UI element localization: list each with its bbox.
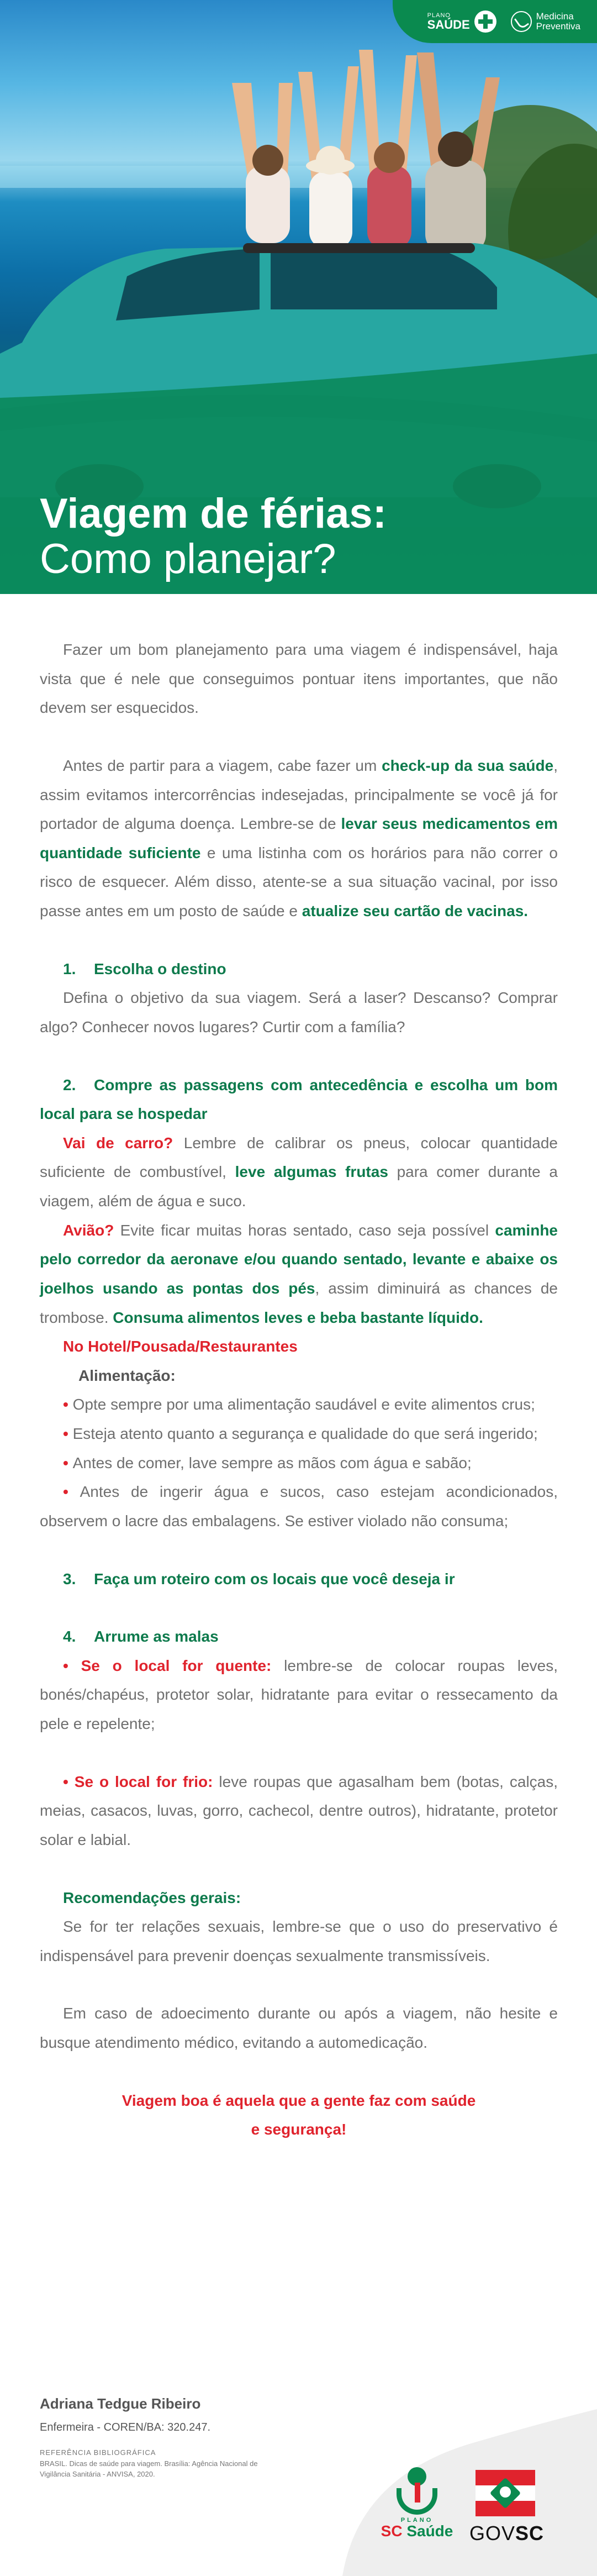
intro-paragraph-2: Antes de partir para a viagem, cabe fazer um check-up da sua saúde, assim evitamos intercorrências indesejadas, principalmente se você já for portador de alguma doença. Lembre-se de levar seus medicamentos em quantidade suficiente e uma listinha com os horários para não correr o risco de esquecer. Além disso, atente-se a sua situação vacinal, por isso passe antes em um posto de saúde e atualize seu cartão de vacinas. bbox=[40, 756, 558, 919]
title-line-1: Viagem de férias: bbox=[40, 490, 387, 537]
slogan-line-1: Viagem boa é aquela que a gente faz com saúde bbox=[121, 2091, 476, 2109]
food-bullet-4: • Antes de ingerir água e sucos, caso estejam acondicionados, observem o lacre das embalagens. Se estiver violado não consuma; bbox=[40, 1483, 558, 1529]
slogan-line-2: e segurança! bbox=[251, 2121, 347, 2138]
plane-paragraph: Avião? Evite ficar muitas horas sentado, caso seja possível caminhe pelo corredor da aeronave e/ou quando sentado, levante e abaixe os joelhos usando as pontas dos pés, assim diminuirá as chances de trombose. Consuma alimentos leves e beba bastante líquido. bbox=[40, 1221, 558, 1326]
reference-label: REFERÊNCIA BIBLIOGRÁFICA bbox=[40, 2448, 156, 2457]
brand-plano-small: PLANO bbox=[427, 12, 451, 19]
reference-text: BRASIL. Dicas de saúde para viagem. Brasília: Agência Nacional de Vigilância Sanitária - ANVISA, 2020. bbox=[40, 2459, 258, 2478]
food-bullet-2: • Esteja atento quanto a segurança e qualidade do que será ingerido; bbox=[63, 1425, 538, 1442]
medicina-preventiva-brand bbox=[511, 11, 580, 32]
family-figures bbox=[232, 50, 500, 254]
plano-logo-text: SC Saúde bbox=[381, 2522, 453, 2540]
recommendations-text: Se for ter relações sexuais, lembre-se que o uso do preservativo é indispensável para prevenir doenças sexualmente transmissíveis. bbox=[40, 1918, 558, 1964]
footer bbox=[0, 2376, 597, 2576]
article-body bbox=[40, 635, 558, 2144]
closing-paragraph: Em caso de adoecimento durante ou após a viagem, não hesite e busque atendimento médico, evitando a automedicação. bbox=[40, 2005, 558, 2051]
plano-sc-saude-logo bbox=[376, 2467, 458, 2556]
food-bullet-3: • Antes de comer, lave sempre as mãos com água e sabão; bbox=[63, 1454, 472, 1471]
author-role: Enfermeira - COREN/BA: 320.247. bbox=[40, 2421, 211, 2433]
food-label: Alimentação: bbox=[78, 1366, 176, 1384]
preventive-medicine-icon bbox=[511, 11, 532, 32]
brand-mp-line1: Medicina bbox=[536, 11, 574, 22]
section-1-text: Defina o objetivo da sua viagem. Será a laser? Descanso? Comprar algo? Conhecer novos lugares? Curtir com a família? bbox=[40, 989, 558, 1035]
brand-bar bbox=[393, 0, 597, 43]
hot-climate-paragraph: • Se o local for quente: lembre-se de colocar roupas leves, bonés/chapéus, protetor solar, hidratante para evitar o ressecamento da pele e repelente; bbox=[40, 1657, 558, 1732]
sc-flag-icon bbox=[476, 2470, 535, 2516]
cold-climate-paragraph: • Se o local for frio: leve roupas que agasalham bem (botas, calças, meias, casacos, luvas, gorro, cachecol, dentre outros), hidratante, protetor solar e labial. bbox=[40, 1773, 558, 1848]
food-bullet-1: • Opte sempre por uma alimentação saudável e evite alimentos crus; bbox=[63, 1396, 535, 1413]
gov-sc-logo bbox=[469, 2470, 545, 2545]
section-2-heading: 2. Compre as passagens com antecedência e escolha um bom local para se hospedar bbox=[40, 1076, 558, 1123]
section-3-heading: 3. Faça um roteiro com os locais que você deseja ir bbox=[63, 1570, 455, 1587]
brand-plano-big: SAÚDE bbox=[427, 17, 470, 31]
hotel-label: No Hotel/Pousada/Restaurantes bbox=[63, 1338, 298, 1355]
author-block bbox=[40, 2395, 283, 2480]
gov-sc-text: GOVSC bbox=[469, 2522, 545, 2545]
plano-logo-small: PLANO bbox=[400, 2517, 434, 2524]
person-icon bbox=[387, 2467, 447, 2517]
car-paragraph: Vai de carro? Lembre de calibrar os pneus, colocar quantidade suficiente de combustível, leve algumas frutas para comer durante a viagem, além de água e suco. bbox=[40, 1134, 558, 1210]
brand-mp-line2: Preventiva bbox=[536, 21, 580, 31]
section-4-heading: 4. Arrume as malas bbox=[63, 1628, 219, 1646]
page-title bbox=[40, 492, 387, 582]
plano-saude-brand bbox=[427, 10, 496, 33]
health-cross-icon bbox=[474, 10, 496, 33]
author-name: Adriana Tedgue Ribeiro bbox=[40, 2395, 201, 2412]
hero-banner bbox=[0, 0, 597, 594]
reference bbox=[40, 2447, 283, 2480]
intro-paragraph-1: Fazer um bom planejamento para uma viagem é indispensável, haja vista que é nele que conseguimos pontuar itens importantes, que não devem ser esquecidos. bbox=[40, 641, 558, 717]
title-line-2: Como planejar? bbox=[40, 535, 336, 582]
recommendations-heading: Recomendações gerais: bbox=[63, 1889, 241, 1906]
section-1-heading: 1. Escolha o destino bbox=[63, 960, 226, 977]
